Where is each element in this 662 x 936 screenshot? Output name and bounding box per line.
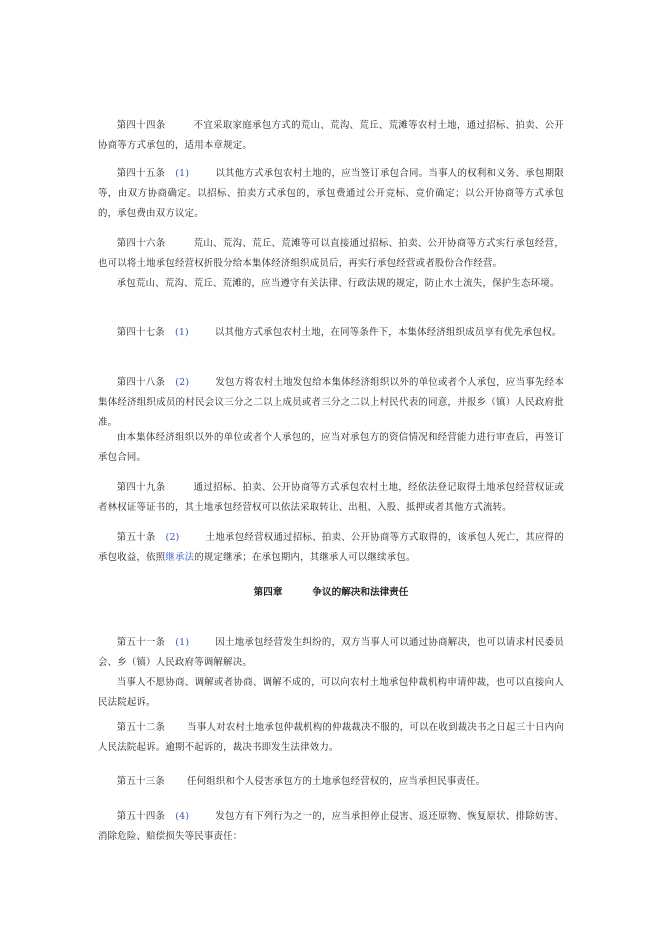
article-48 — [98, 373, 564, 433]
chapter-number: 第四章 — [253, 587, 283, 598]
article-text: 通过招标、拍卖、公开协商等方式承包农村土地，经依法登记取得土地承包经营权证或者林权证等证书的，其土地承包经营权可以依法采取转让、出租、入股、抵押或者其他方式流转。 — [98, 482, 564, 513]
article-number: 第四十九条 — [116, 482, 166, 493]
article-ref-link[interactable]: (1) — [175, 637, 190, 648]
article-text: 以其他方式承包农村土地的，应当签订承包合同。当事人的权利和义务、承包期限等，由双方协商确定。以招标、拍卖方式承包的，承包费通过公开竞标、竞价确定；以公开协商等方式承包的，承包费由双方议定。 — [98, 168, 564, 219]
article-number: 第五十一条 — [116, 637, 166, 648]
article-number: 第五十四条 — [116, 811, 166, 822]
article-text: 当事人对农村土地承包仲裁机构的仲裁裁决不服的，可以在收到裁决书之日起三十日内向人民法院起诉。逾期不起诉的，裁决书即发生法律效力。 — [98, 722, 564, 753]
article-49 — [98, 478, 564, 518]
chapter-title: 争议的解决和法律责任 — [312, 587, 409, 598]
article-number: 第五十条 — [116, 532, 156, 543]
article-number: 第四十八条 — [116, 377, 166, 388]
article-text: 荒山、荒沟、荒丘、荒滩等可以直接通过招标、拍卖、公开协商等方式实行承包经营，也可以将土地承包经营权折股分给本集体经济组织成员后，再实行承包经营或者股份合作经营。 — [98, 238, 564, 269]
article-ref-link[interactable]: (4) — [175, 811, 190, 822]
article-44 — [98, 116, 564, 156]
article-number: 第四十六条 — [116, 238, 166, 249]
article-text: 因土地承包经营发生纠纷的，双方当事人可以通过协商解决，也可以请求村民委员会、乡（镇）人民政府等调解解决。 — [98, 637, 564, 668]
article-45 — [98, 164, 564, 224]
article-ref-link[interactable]: (2) — [165, 532, 180, 543]
article-46-para-2 — [98, 274, 564, 294]
article-text: 土地承包经营权通过招标、拍卖、公开协商等方式取得的，该承包人死亡，其应得的承包收益，依照 — [98, 532, 564, 563]
article-46 — [98, 234, 564, 274]
article-54 — [98, 807, 564, 847]
article-53 — [98, 772, 564, 792]
article-text: 以其他方式承包农村土地，在同等条件下，本集体经济组织成员享有优先承包权。 — [214, 327, 562, 338]
inheritance-law-link[interactable]: 继承法 — [165, 552, 195, 563]
article-text: 不宜采取家庭承包方式的荒山、荒沟、荒丘、荒滩等农村土地，通过招标、拍卖、公开协商等方式承包的，适用本章规定。 — [98, 120, 564, 151]
article-number: 第四十五条 — [116, 168, 166, 179]
article-48-para-2 — [98, 428, 564, 468]
article-51-para-2 — [98, 673, 564, 713]
chapter-heading — [98, 583, 564, 603]
article-ref-link[interactable]: (1) — [174, 327, 189, 338]
article-ref-link[interactable]: (1) — [175, 168, 190, 179]
article-number: 第四十七条 — [116, 327, 165, 338]
article-47 — [98, 323, 564, 343]
article-text: 任何组织和个人侵害承包方的土地承包经营权的，应当承担民事责任。 — [186, 776, 486, 787]
article-text: 发包方将农村土地发包给本集体经济组织以外的单位或者个人承包，应当事先经本集体经济组织成员的村民会议三分之二以上成员或者三分之二以上村民代表的同意，并报乡（镇）人民政府批准。 — [98, 377, 564, 428]
article-text: 由本集体经济组织以外的单位或者个人承包的，应当对承包方的资信情况和经营能力进行审查后，再签订承包合同。 — [98, 432, 564, 463]
article-50 — [98, 528, 564, 568]
article-52 — [98, 718, 564, 758]
article-text: 的规定继承；在承包期内，其继承人可以继续承包。 — [194, 552, 416, 563]
article-51 — [98, 633, 564, 673]
article-text: 承包荒山、荒沟、荒丘、荒滩的，应当遵守有关法律、行政法规的规定，防止水土流失，保护生态环境。 — [116, 278, 560, 289]
article-number: 第五十三条 — [116, 776, 165, 787]
article-number: 第四十四条 — [116, 120, 166, 131]
article-number: 第五十二条 — [116, 722, 166, 733]
article-text: 发包方有下列行为之一的，应当承担停止侵害、返还原物、恢复原状、排除妨害、消除危险、赔偿损失等民事责任： — [98, 811, 564, 842]
article-ref-link[interactable]: (2) — [175, 377, 190, 388]
article-text: 当事人不愿协商、调解或者协商、调解不成的，可以向农村土地承包仲裁机构申请仲裁，也可以直接向人民法院起诉。 — [98, 677, 564, 708]
